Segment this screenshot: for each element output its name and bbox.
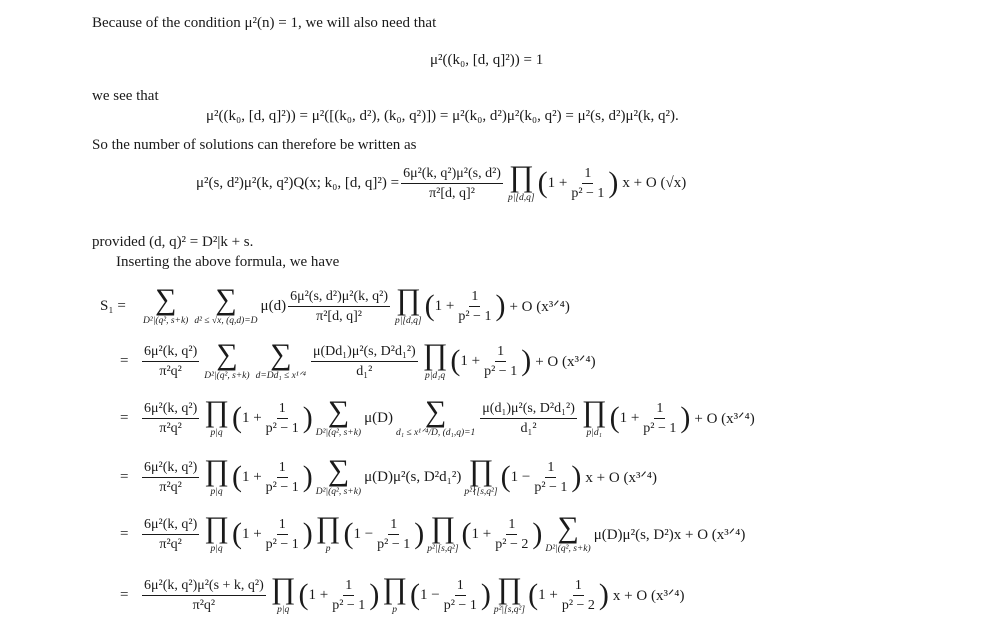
frac-num: 6μ²(k, q²) bbox=[142, 459, 199, 478]
sum-subscript: D²|(q², s+k) bbox=[143, 316, 189, 326]
sum-1 bbox=[316, 456, 361, 498]
product-symbol: ∏ bbox=[204, 454, 229, 487]
line1-fraction bbox=[288, 288, 390, 325]
one-plus: 1 + bbox=[538, 586, 558, 603]
product-subscript: p bbox=[392, 605, 398, 615]
product-2 bbox=[464, 456, 497, 498]
intro-line-1: Because of the condition μ²(n) = 1, we will also need that bbox=[92, 15, 437, 31]
big-o-tail: + O (x³ᐟ⁴) bbox=[535, 353, 596, 370]
product-subscript: p|d₁ bbox=[586, 428, 602, 438]
product-1 bbox=[423, 340, 448, 382]
frac-den: π²q² bbox=[159, 479, 182, 495]
equals-sign: = bbox=[120, 352, 129, 369]
frac-num: 1 bbox=[388, 516, 399, 535]
frac-den: d₁² bbox=[356, 363, 373, 379]
frac-num: 1 bbox=[573, 577, 584, 596]
frac-num: 6μ²(k, q²) bbox=[142, 343, 199, 362]
product-subscript: p|q bbox=[277, 605, 290, 615]
product-symbol: ∏ bbox=[422, 338, 448, 371]
product-symbol: ∏ bbox=[395, 283, 421, 316]
count-one-plus: 1 + bbox=[547, 174, 568, 191]
line4-body: μ(D)μ²(s, D²d₁²) bbox=[364, 468, 462, 485]
count-lhs: μ²(s, d²)μ²(k, q²)Q(x; k₀, [d, q]²) = bbox=[196, 174, 400, 191]
frac-den: p² − 2 bbox=[561, 597, 595, 613]
inner-fraction bbox=[375, 516, 412, 553]
frac-num: 1 bbox=[495, 343, 506, 362]
product-symbol: ∏ bbox=[497, 572, 522, 605]
frac-num: 6μ²(s, d²)μ²(k, q²) bbox=[288, 288, 390, 307]
count-inner-fraction bbox=[569, 165, 606, 202]
inner-fraction bbox=[264, 516, 301, 553]
frac-den: p² − 1 bbox=[265, 536, 299, 552]
product-subscript: p|[d,q] bbox=[507, 193, 535, 203]
frac-den: p² − 1 bbox=[443, 597, 477, 613]
product-1 bbox=[204, 397, 229, 439]
intro-line-2: So the number of solutions can therefore be written as bbox=[92, 137, 417, 153]
frac-num: 6μ²(k, q²)μ²(s + k, q²) bbox=[142, 577, 266, 596]
sum-subscript: d=Dd₁ ≤ x¹ᐟ⁴ bbox=[255, 371, 306, 381]
equals-sign: = bbox=[120, 468, 129, 485]
product-symbol: ∏ bbox=[468, 454, 494, 487]
frac-den: p² − 1 bbox=[643, 420, 677, 436]
derivation-line-2: = $\frac{\text{6μ²(k, q²)}}{\text{π²q²}}$ ∑ D²|(q², s+k) ∑ d=Dd₁ ≤ x¹ᐟ⁴ $\frac{\text{μ(Dd₁)μ²(s, D²d₁²)}}{\text{d₁²}}$ ∏ p|d₁q ( 1 + $\frac{1}{\text{p² − 1}}$ ) + O (x³ᐟ⁴) bbox=[120, 338, 596, 381]
one-plus: 1 + bbox=[434, 297, 455, 314]
product-symbol: ∏ bbox=[204, 395, 229, 428]
product-symbol: ∏ bbox=[430, 511, 456, 544]
frac-num: μ(Dd₁)μ²(s, D²d₁²) bbox=[311, 343, 418, 362]
count-tail: x + O (√x) bbox=[622, 174, 687, 191]
inner-fraction-minus-two bbox=[560, 577, 597, 614]
equation-mu-squared-one: μ²((k₀, [d, q]²)) = 1 bbox=[430, 52, 544, 68]
one-plus: 1 + bbox=[241, 525, 262, 542]
product-subscript: p|q bbox=[210, 428, 223, 438]
s1-label: S₁ = bbox=[100, 297, 126, 314]
frac-den: p² − 1 bbox=[484, 363, 518, 379]
sum-1 bbox=[204, 340, 249, 382]
frac-num: 6μ²(k, q²) bbox=[142, 516, 199, 535]
product-subscript: p²|[s,q²] bbox=[493, 605, 526, 615]
sum-symbol: ∑ bbox=[216, 338, 238, 371]
inner-fraction bbox=[641, 400, 678, 437]
product-subscript: p|[d,q] bbox=[395, 316, 422, 326]
frac-num: 1 bbox=[545, 459, 556, 478]
one-plus: 1 + bbox=[241, 409, 262, 426]
one-minus: 1 − bbox=[420, 586, 440, 603]
sum-1 bbox=[316, 397, 361, 439]
inner-fraction bbox=[330, 577, 367, 614]
product-3 bbox=[427, 513, 458, 555]
count-frac-num: 6μ²(k, q²)μ²(s, d²) bbox=[401, 165, 503, 184]
sum-symbol: ∑ bbox=[424, 395, 447, 428]
sum-1 bbox=[143, 285, 188, 327]
sum-subscript: D²|(q², s+k) bbox=[315, 487, 362, 497]
frac-den: p² − 1 bbox=[265, 420, 299, 436]
product-3 bbox=[494, 574, 525, 616]
inner-fraction bbox=[442, 577, 479, 614]
sum-symbol: ∑ bbox=[327, 395, 350, 428]
inner-fraction-minus-two bbox=[493, 516, 530, 553]
frac-den: p² − 1 bbox=[332, 597, 366, 613]
coef-fraction bbox=[142, 400, 199, 437]
line2-fraction bbox=[311, 343, 418, 380]
frac-den: d₁² bbox=[520, 420, 537, 436]
frac-den: p² − 1 bbox=[458, 308, 492, 324]
product-2 bbox=[382, 574, 407, 616]
sum-symbol: ∑ bbox=[215, 283, 237, 316]
product-2 bbox=[316, 513, 341, 555]
count-frac-den: π²[d, q]² bbox=[429, 185, 475, 201]
one-plus: 1 + bbox=[308, 586, 329, 603]
frac-num: 1 bbox=[469, 288, 480, 307]
product-2 bbox=[582, 397, 607, 439]
sum-2 bbox=[194, 285, 257, 327]
coef-fraction bbox=[142, 343, 199, 380]
one-plus: 1 + bbox=[619, 409, 640, 426]
coef-fraction bbox=[142, 459, 199, 496]
inner-fraction bbox=[532, 459, 569, 496]
frac-num: 1 bbox=[343, 577, 354, 596]
big-o-tail: x + O (x³ᐟ⁴) bbox=[585, 469, 658, 486]
product-subscript: p|q bbox=[210, 544, 223, 554]
count-product bbox=[508, 162, 535, 204]
product-symbol: ∏ bbox=[508, 160, 534, 193]
product-symbol: ∏ bbox=[315, 511, 341, 544]
big-o-tail: + O (x³ᐟ⁴) bbox=[509, 298, 570, 315]
inner-fraction bbox=[456, 288, 493, 325]
mu-d: μ(d) bbox=[260, 297, 287, 314]
frac-den: π²q² bbox=[159, 420, 182, 436]
inner-fraction bbox=[482, 343, 519, 380]
frac-num: 1 bbox=[277, 459, 288, 478]
one-plus: 1 + bbox=[241, 468, 262, 485]
frac-num: 1 bbox=[455, 577, 466, 596]
frac-num: 1 bbox=[277, 516, 288, 535]
frac-den: π²q² bbox=[192, 597, 216, 613]
frac-den: p² − 1 bbox=[534, 479, 568, 495]
frac-den: π²[d, q]² bbox=[316, 308, 362, 324]
provided-condition: provided (d, q)² = D²|k + s. bbox=[92, 234, 254, 250]
sum-symbol: ∑ bbox=[154, 283, 177, 316]
inner-frac-num: 1 bbox=[582, 165, 593, 184]
sum-1 bbox=[545, 513, 590, 555]
product-subscript: p bbox=[325, 544, 331, 554]
derivation-line-5: = $\frac{\text{6μ²(k, q²)}}{\text{π²q²}}$ ∏ p|q ( 1 + $\frac{1}{\text{p² − 1}}$ ) ∏ p ( 1 − $\frac{1}{\text{p² − 1}}$ ) ∏ p²|[s,q²] ( 1 + $\frac{1}{\text{p² − 2}}$ ) ∑ D²|(q², s+k) μ(D)μ²(s, D²)x + O (x³ᐟ⁴) bbox=[120, 511, 746, 554]
product-1 bbox=[204, 513, 229, 555]
inner-fraction bbox=[264, 400, 301, 437]
sum-symbol: ∑ bbox=[270, 338, 292, 371]
line3-fraction bbox=[480, 400, 577, 437]
derivation-line-1: S₁ = ∑ D²|(q², s+k) ∑ d² ≤ √x, (q,d)=D μ(d) $\frac{\text{6μ²(s, d²)μ²(k, q²)}}{\text{π²[d, q]²}}$ ∏ p|[d,q] ( 1 + $\frac{1}{\text{p² − 1}}$ ) + O (x³ᐟ⁴) bbox=[100, 283, 570, 326]
product-subscript: p|q bbox=[210, 487, 223, 497]
frac-den: π²q² bbox=[159, 363, 182, 379]
coef-fraction bbox=[142, 577, 266, 614]
coef-fraction bbox=[142, 516, 199, 553]
one-minus: 1 − bbox=[510, 468, 531, 485]
sum-subscript: D²|(q², s+k) bbox=[545, 544, 591, 554]
one-plus: 1 + bbox=[471, 525, 492, 542]
equals-sign: = bbox=[120, 586, 129, 603]
sum-subscript: D²|(q², s+k) bbox=[315, 428, 362, 438]
product-1 bbox=[271, 574, 296, 616]
derivation-line-3: = $\frac{\text{6μ²(k, q²)}}{\text{π²q²}}$ ∏ p|q ( 1 + $\frac{1}{\text{p² − 1}}$ ) ∑ D²|(q², s+k) μ(D) ∑ d₁ ≤ x¹ᐟ⁴/D, (d₁,q)=1 $\frac{\text{μ(d₁)μ²(s, D²d₁²)}}{\text{d₁²}}$ ∏ p|d₁ ( 1 + $\frac{1}{\text{p² − 1}}$ ) + O (x³ᐟ⁴) bbox=[120, 395, 755, 438]
product-symbol: ∏ bbox=[204, 511, 229, 544]
sum-symbol: ∑ bbox=[557, 511, 579, 544]
big-o-tail: + O (x³ᐟ⁴) bbox=[694, 410, 755, 427]
derivation-line-4: = $\frac{\text{6μ²(k, q²)}}{\text{π²q²}}$ ∏ p|q ( 1 + $\frac{1}{\text{p² − 1}}$ ) ∑ D²|(q², s+k) μ(D)μ²(s, D²d₁²) ∏ p²∤[s,q²] ( 1 − $\frac{1}{\text{p² − 1}}$ ) x + O (x³ᐟ⁴) bbox=[120, 454, 658, 497]
frac-num: 1 bbox=[506, 516, 517, 535]
one-plus: 1 + bbox=[460, 352, 481, 369]
inner-fraction bbox=[264, 459, 301, 496]
derivation-line-6: = $\frac{\text{6μ²(k, q²)μ²(s + k, q²)}}{\text{π²q²}}$ ∏ p|q ( 1 + $\frac{1}{\text{p² − 1}}$ ) ∏ p ( 1 − $\frac{1}{\text{p² − 1}}$ ) ∏ p²|[s,q²] ( 1 + $\frac{1}{\text{p² − 2}}$ ) x + O (x³ᐟ⁴) bbox=[120, 572, 685, 615]
frac-num: 6μ²(k, q²) bbox=[142, 400, 199, 419]
inner-frac-den: p² − 1 bbox=[571, 185, 605, 201]
sum-symbol: ∑ bbox=[327, 454, 350, 487]
equals-sign: = bbox=[120, 409, 129, 426]
equation-mu-expansion: μ²((k₀, [d, q]²)) = μ²([(k₀, d²), (k₀, q²)]) = μ²(k₀, d²)μ²(k₀, q²) = μ²(s, d²)μ²(k, q²). bbox=[206, 108, 679, 124]
product-1 bbox=[204, 456, 229, 498]
line5-body: μ(D)μ²(s, D²)x + O (x³ᐟ⁴) bbox=[593, 526, 746, 543]
big-o-tail: x + O (x³ᐟ⁴) bbox=[612, 587, 685, 604]
product-symbol: ∏ bbox=[581, 395, 607, 428]
product-symbol: ∏ bbox=[382, 572, 408, 605]
inserting-text: Inserting the above formula, we have bbox=[116, 254, 340, 270]
frac-num: 1 bbox=[277, 400, 288, 419]
we-see-that-text: we see that bbox=[92, 88, 159, 104]
frac-den: p² − 1 bbox=[377, 536, 411, 552]
sum-subscript: d₁ ≤ x¹ᐟ⁴/D, (d₁,q)=1 bbox=[395, 428, 476, 438]
frac-num: μ(d₁)μ²(s, D²d₁²) bbox=[480, 400, 577, 419]
product-subscript: p|d₁q bbox=[424, 371, 446, 381]
sum-subscript: D²|(q², s+k) bbox=[204, 371, 250, 381]
frac-num: 1 bbox=[654, 400, 665, 419]
sum-2 bbox=[396, 397, 475, 439]
product-1 bbox=[395, 285, 422, 327]
product-symbol: ∏ bbox=[270, 572, 296, 605]
sum-2 bbox=[256, 340, 306, 382]
mu-D: μ(D) bbox=[364, 409, 393, 426]
product-subscript: p²|[s,q²] bbox=[427, 544, 459, 554]
frac-den: p² − 1 bbox=[265, 479, 299, 495]
equals-sign: = bbox=[120, 525, 129, 542]
sum-subscript: d² ≤ √x, (q,d)=D bbox=[194, 316, 258, 326]
product-subscript: p²∤[s,q²] bbox=[464, 487, 498, 497]
count-fraction bbox=[401, 165, 503, 202]
equation-solution-count: μ²(s, d²)μ²(k, q²)Q(x; k₀, [d, q]²) = $\frac{\text{6μ²(k, q²)μ²(s, d²)}}{\text{π²[d, q]²}}$ ∏ p|[d,q] ( 1 + $\frac{1}{\text{p² − 1}}$ ) x + O (√x) bbox=[196, 160, 687, 203]
frac-den: p² − 2 bbox=[495, 536, 529, 552]
frac-den: π²q² bbox=[159, 536, 182, 552]
one-minus: 1 − bbox=[353, 525, 374, 542]
